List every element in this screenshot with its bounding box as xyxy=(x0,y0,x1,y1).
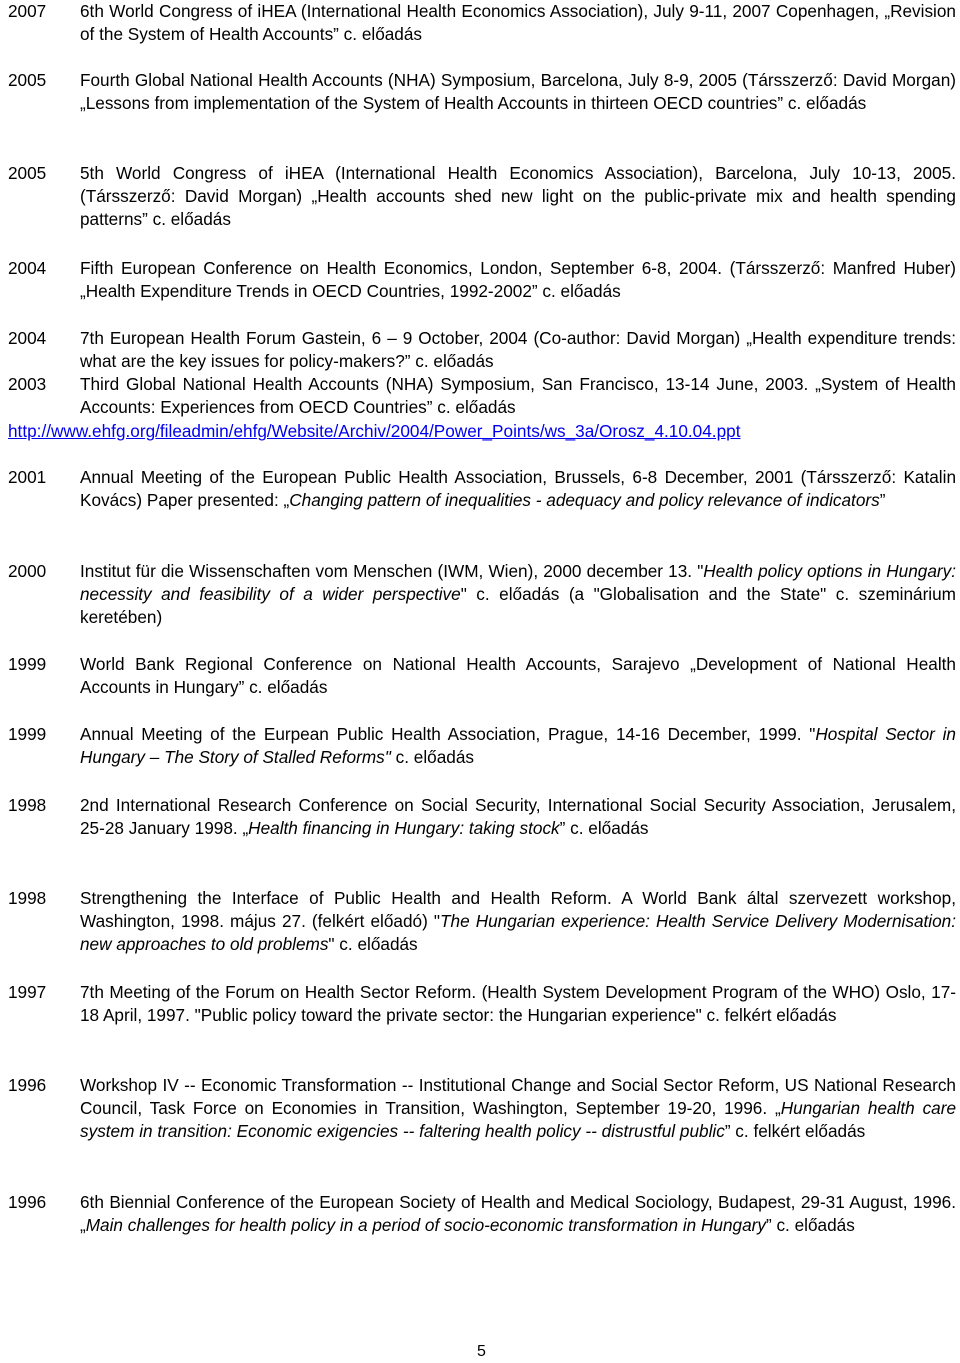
entry-year: 1996 xyxy=(8,1192,47,1212)
entry-text: Annual Meeting of the European Public Health Association, Brussels, 6-8 December, 2001 (Társszerző: Katalin Kovács) Paper presented: „Changing pattern of inequalities - adequacy and policy relevance of indicators” xyxy=(80,467,956,510)
entry-year: 1998 xyxy=(8,795,47,815)
entry-year: 2005 xyxy=(8,70,47,90)
entry-year: 1998 xyxy=(8,888,47,908)
entry-text: Third Global National Health Accounts (NHA) Symposium, San Francisco, 13-14 June, 2003. „System of Health Accounts: Experiences from OECD Countries” c. előadás xyxy=(80,374,956,417)
entry-text: 7th European Health Forum Gastein, 6 – 9 October, 2004 (Co-author: David Morgan) „Health expenditure trends: what are the key issues for policy-makers?” c. előadás xyxy=(80,328,956,371)
entry-year: 2000 xyxy=(8,561,47,581)
entry-year: 1999 xyxy=(8,654,47,674)
entry-text: 6th World Congress of iHEA (International Health Economics Association), July 9-11, 2007 Copenhagen, „Revision of the System of Health Accounts” c. előadás xyxy=(80,1,956,44)
presentation-link[interactable]: http://www.ehfg.org/fileadmin/ehfg/Website/Archiv/2004/Power_Points/ws_3a/Orosz_4.10.04.ppt xyxy=(8,421,741,441)
entry-year: 2004 xyxy=(8,258,47,278)
entry-year: 1999 xyxy=(8,724,47,744)
entry-text: Workshop IV -- Economic Transformation -- Institutional Change and Social Sector Reform, US National Research Council, Task Force on Economies in Transition, Washington, September 19-20, 1996. „Hungarian health care system in transition: Economic exigencies -- faltering health policy -- distrustful public” c. felkért előadás xyxy=(80,1075,956,1141)
entry-text: Strengthening the Interface of Public Health and Health Reform. A World Bank által szervezett workshop, Washington, 1998. május 27. (felkért előadó) "The Hungarian experience: Health Service Delivery Modernisation: new approaches to old problems" c. előadás xyxy=(80,888,956,954)
entry-text: Fourth Global National Health Accounts (NHA) Symposium, Barcelona, July 8-9, 2005 (Társszerző: David Morgan) „Lessons from implementation of the System of Health Accounts in thirteen OECD countries” c. előadás xyxy=(80,70,956,113)
entry-text: Annual Meeting of the Eurpean Public Health Association, Prague, 14-16 December, 1999. "Hospital Sector in Hungary – The Story of Stalled Reforms" c. előadás xyxy=(80,724,956,767)
entry-year: 2004 xyxy=(8,328,47,348)
entry-year: 2003 xyxy=(8,374,47,394)
entry-text: Institut für die Wissenschaften vom Menschen (IWM, Wien), 2000 december 13. "Health policy options in Hungary: necessity and feasibility of a wider perspective" c. előadás (a "Globalisation and the State" c. szeminárium keretében) xyxy=(80,561,956,627)
entry-year: 2005 xyxy=(8,163,47,183)
entry-year: 2001 xyxy=(8,467,47,487)
entry-text: World Bank Regional Conference on National Health Accounts, Sarajevo „Development of National Health Accounts in Hungary” c. előadás xyxy=(80,654,956,697)
entry-year: 1996 xyxy=(8,1075,47,1095)
entry-text: 6th Biennial Conference of the European Society of Health and Medical Sociology, Budapest, 29-31 August, 1996. „Main challenges for health policy in a period of socio-economic transformation in Hungary” c. előadás xyxy=(80,1192,956,1235)
entry-text: 5th World Congress of iHEA (International Health Economics Association), Barcelona, July 10-13, 2005. (Társszerző: David Morgan) „Health accounts shed new light on the public-private mix and health spending patterns” c. előadás xyxy=(80,163,956,229)
entry-year: 1997 xyxy=(8,982,47,1002)
entry-text: Fifth European Conference on Health Economics, London, September 6-8, 2004. (Társszerző: Manfred Huber) „Health Expenditure Trends in OECD Countries, 1992-2002” c. előadás xyxy=(80,258,956,301)
page-number: 5 xyxy=(477,1343,486,1360)
entry-year: 2007 xyxy=(8,1,47,21)
entry-text: 2nd International Research Conference on Social Security, International Social Security Association, Jerusalem, 25-28 January 1998. „Health financing in Hungary: taking stock” c. előadás xyxy=(80,795,956,838)
entry-text: 7th Meeting of the Forum on Health Sector Reform. (Health System Development Program of the WHO) Oslo, 17-18 April, 1997. "Public policy toward the private sector: the Hungarian experience" c. felkért előadás xyxy=(80,982,956,1025)
